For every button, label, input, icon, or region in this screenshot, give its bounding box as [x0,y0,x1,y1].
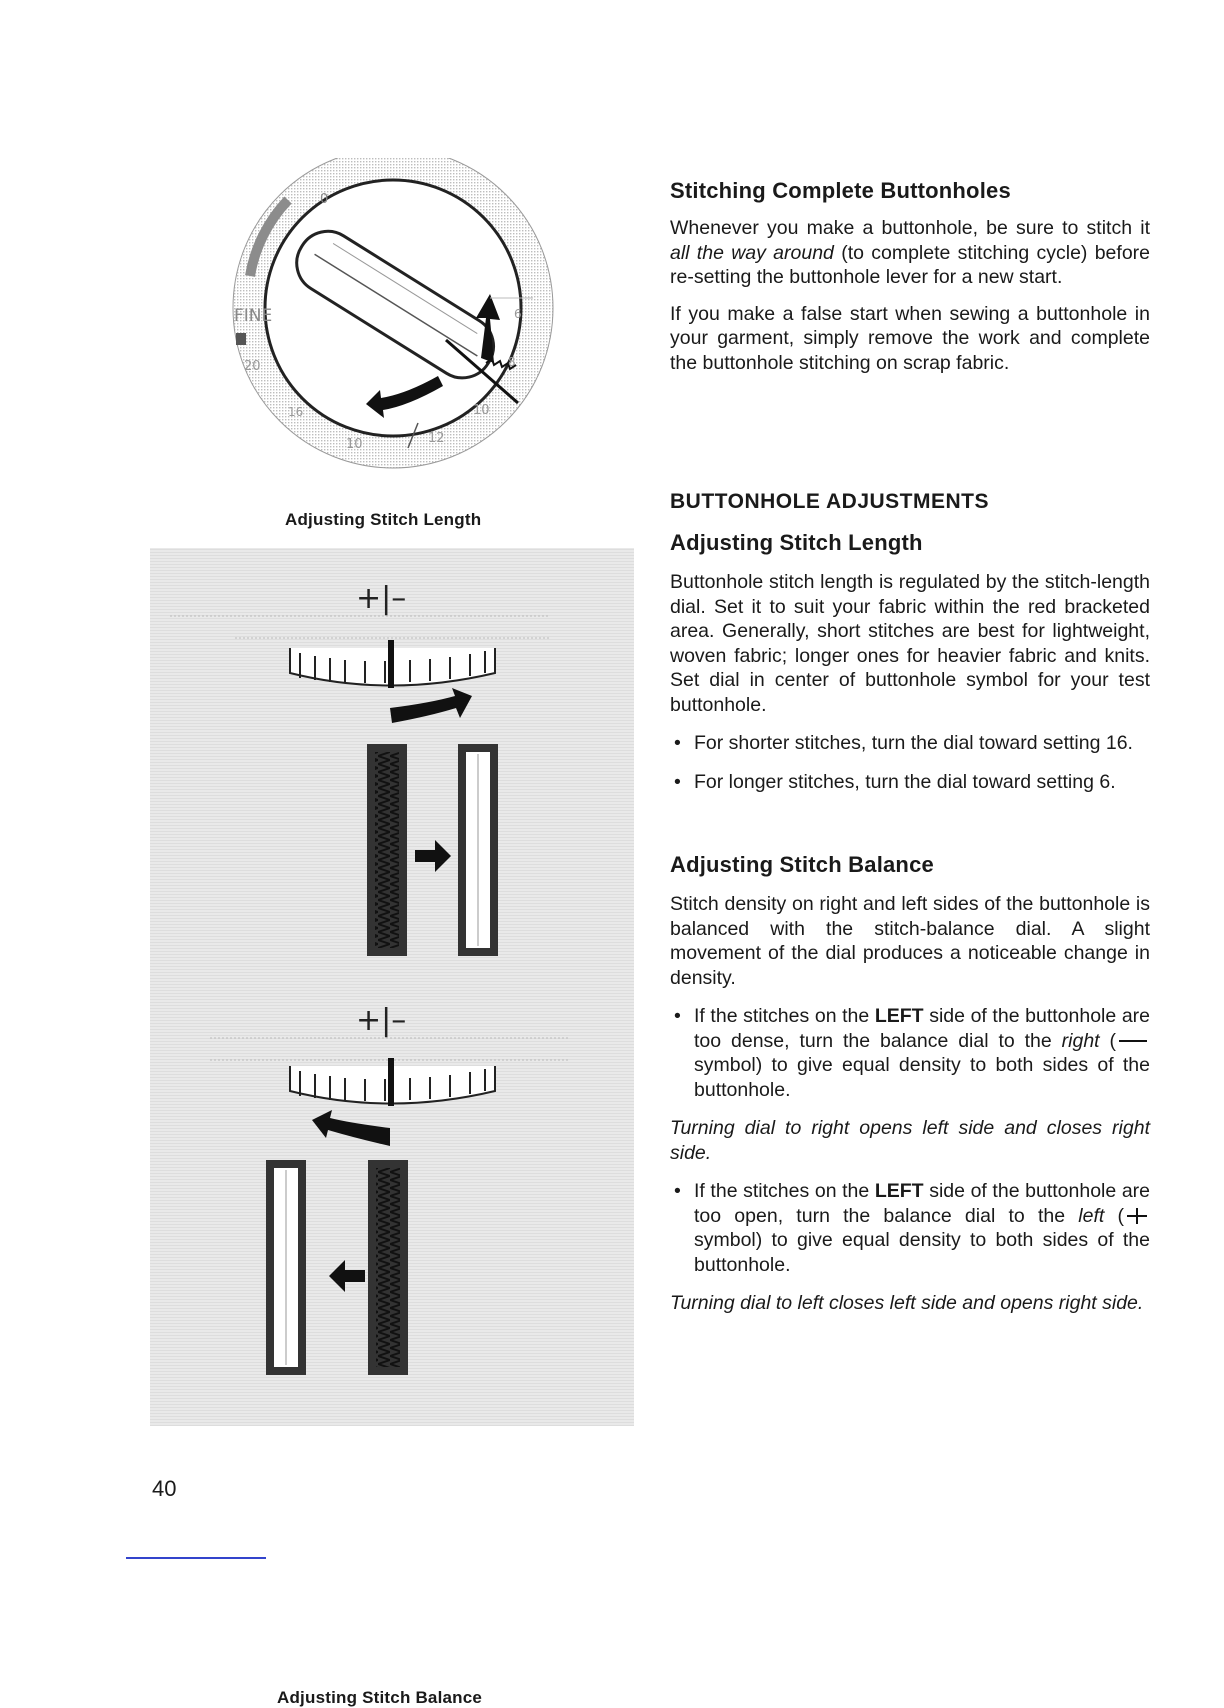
b2-text-c: ( [1104,1204,1124,1227]
complete-paragraph-1 [670,216,1150,290]
buttonhole-dense-left [367,744,407,956]
b1-text-a: If the stitches on the [694,1005,875,1027]
arrow-right-icon [390,688,472,723]
b2-text-d: symbol) to give equal density to both sides of the buttonhole. [694,1229,1150,1276]
dial-label-16: 16 [288,405,304,419]
stitch-length-list [670,731,1150,794]
dial-label-0: 0 [320,192,329,207]
dial-label-20: 20 [244,359,261,374]
stitch-balance-list-1 [670,1004,1150,1102]
dial-label-12: 12 [428,431,445,446]
dial-label-10-right: 10 [473,403,490,418]
complete-buttonholes-section [670,178,1150,375]
b1-bold: LEFT [874,1005,924,1027]
stitch-length-caption: Adjusting Stitch Length [285,510,482,529]
buttonhole-open-left [266,1160,306,1375]
stitch-balance-caption: Adjusting Stitch Balance [277,1688,483,1707]
complete-paragraph-2: If you make a false start when sewing a buttonhole in your garment, simply remove the work and complete the buttonhole stitching on scrap fabric. [670,302,1150,374]
complete-p1-emphasis: all the way around [670,241,834,264]
balance-note-2: Turning dial to left closes left side and opens right side. [670,1292,1144,1314]
plus-minus-bottom: +|– [356,1003,407,1038]
b2-emphasis: left [1078,1204,1105,1227]
minus-symbol-icon [1116,1035,1150,1047]
b2-text-b: side of the buttonhole are too open, turn the balance dial to the [694,1180,1150,1227]
b2-bold: LEFT [874,1180,924,1202]
stitch-length-paragraph: Buttonhole stitch length is regulated by the stitch-length dial. Set it to suit your fabric within the red bracketed area. Generally, short stitches are best for lightweight, woven fabric; longer ones for heavier fabric and knits. Set dial in center of buttonhole symbol for your test buttonhole. [670,571,1150,716]
page-number: 40 [152,1476,177,1501]
dial-label-fine: FINE [234,306,273,326]
buttonhole-adjustments-section [670,490,1150,1316]
list-item [670,1004,1150,1102]
section-heading: BUTTONHOLE ADJUSTMENTS [670,490,990,513]
buttonhole-open-right [458,744,498,956]
arrow-left-small-icon [329,1260,365,1292]
plus-symbol-icon [1124,1206,1150,1226]
arrow-right-small-icon [415,840,451,872]
complete-buttonholes-title: Stitching Complete Buttonholes [670,178,1011,203]
stitch-length-dial-illustration [228,158,558,488]
list-item: • For shorter stitches, turn the dial toward setting 16. [670,731,1150,756]
stitch-balance-paragraph: Stitch density on right and left sides of the buttonhole is balanced with the stitch-balance dial. A slight movement of the dial produces a noticeable change in density. [670,893,1150,989]
dial-label-10-bottom: 10 [346,437,363,452]
balance-dial-top [290,640,495,688]
complete-p1-text-end: (to complete stitching cycle) before re-setting the buttonhole lever for a new start. [670,241,1150,288]
balance-dial-bottom [290,1058,495,1106]
b2-text-a: If the stitches on the [694,1180,875,1202]
stitch-balance-list-2 [670,1179,1150,1277]
dial-label-6: 6 [514,307,522,321]
plus-minus-top: +|– [356,581,407,616]
arrow-left-icon [312,1110,390,1146]
complete-p1-text: Whenever you make a buttonhole, be sure to stitch it [670,217,1150,239]
buttonhole-dense-right [368,1160,408,1375]
list-item: • For longer stitches, turn the dial toward setting 6. [670,770,1150,795]
list-item [670,1179,1150,1277]
stitch-length-title: Adjusting Stitch Length [670,530,923,555]
balance-note-1: Turning dial to right opens left side and closes right side. [670,1117,1150,1164]
stitch-balance-title: Adjusting Stitch Balance [670,852,934,877]
footer-rule [126,1557,266,1559]
b1-emphasis: right [1061,1029,1100,1052]
balance-diagram [150,548,634,1426]
b1-text-d: symbol) to give equal density to both sides of the buttonhole. [694,1054,1150,1101]
dial-label-8: 8 [508,355,516,369]
b1-text-c: ( [1099,1029,1116,1052]
b1-text-b: side of the buttonhole are too dense, turn the balance dial to the [694,1005,1150,1052]
